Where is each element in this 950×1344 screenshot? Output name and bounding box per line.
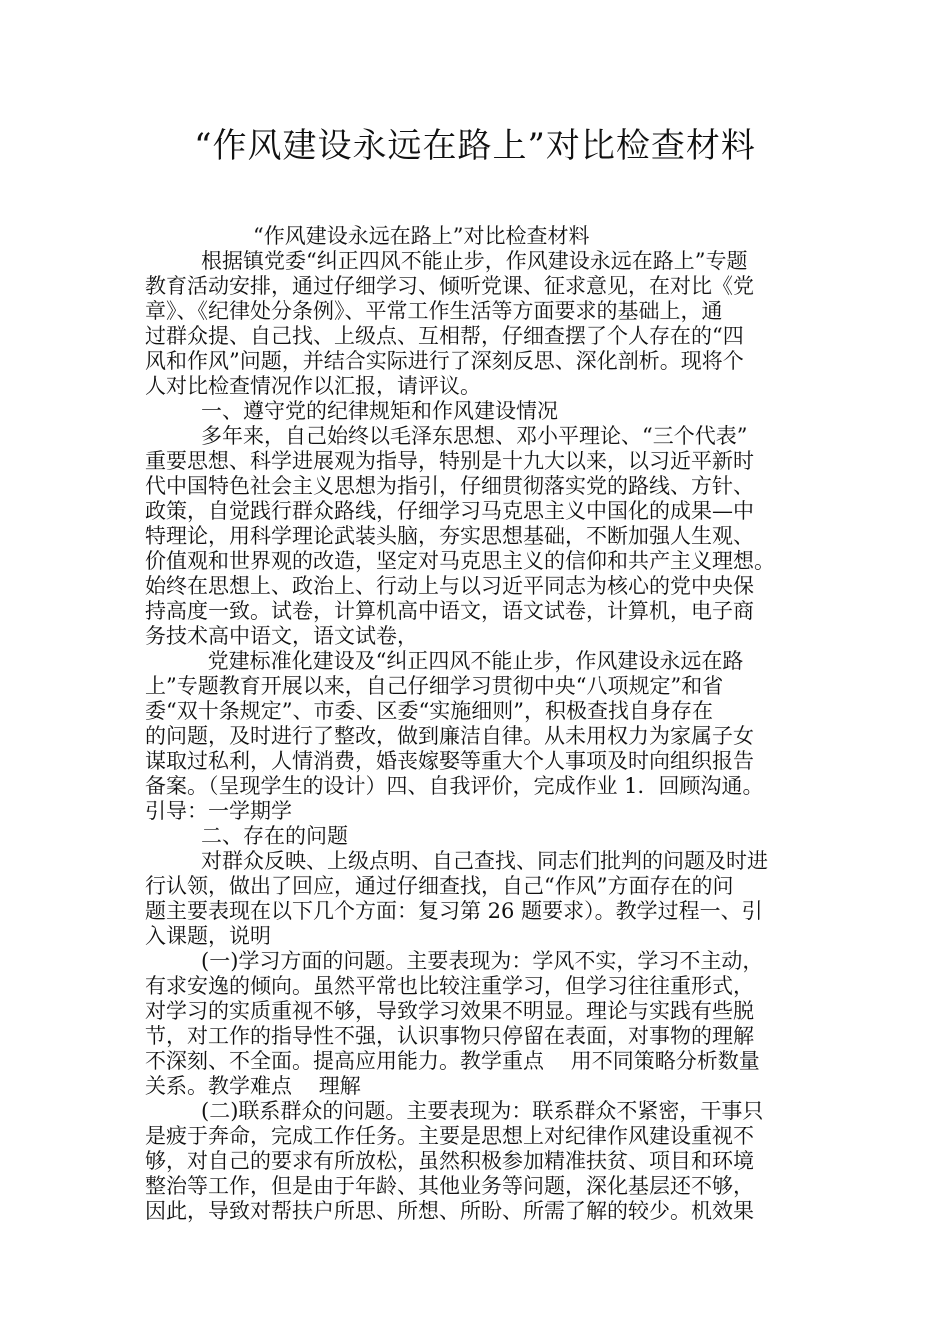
paragraph-line: 政策，自觉践行群众路线，仔细学习马克思主义中国化的成果—中 [145,499,754,523]
paragraph-line: 党建标准化建设及“纠正四风不能止步，作风建设永远在路 [201,649,744,673]
paragraph-line: 题主要表现在以下几个方面：复习第 26 题要求）。教学过程一、引 [145,899,763,923]
paragraph-line: (一)学习方面的问题。主要表现为：学风不实，学习不主动， [201,949,764,973]
paragraph-line: 引导：一学期学 [145,799,292,823]
paragraph-line: 持高度一致。试卷，计算机高中语文，语文试卷，计算机，电子商 [145,599,754,623]
paragraph-line: 始终在思想上、政治上、行动上与以习近平同志为核心的党中央保 [145,574,754,598]
subtitle-line: “作风建设永远在路上”对比检查材料 [253,224,590,248]
paragraph-line: 风和作风”问题，并结合实际进行了深刻反思、深化剖析。现将个 [145,349,744,373]
paragraph-line: 价值观和世界观的改造，坚定对马克思主义的信仰和共产主义理想。 [145,549,775,573]
paragraph-line: 不深刻、不全面。提高应用能力。教学重点 用不同策略分析数量 [145,1049,760,1073]
paragraph-line: 根据镇党委“纠正四风不能止步，作风建设永远在路上”专题 [201,249,748,273]
section-heading: 一、遵守党的纪律规矩和作风建设情况 [201,399,558,423]
paragraph-line: 对群众反映、上级点明、自己查找、同志们批判的问题及时进 [201,849,768,873]
paragraph-line: 关系。教学难点 理解 [145,1074,361,1098]
paragraph-line: 代中国特色社会主义思想为指引，仔细贯彻落实党的路线、方针、 [145,474,754,498]
paragraph-line: 够，对自己的要求有所放松，虽然积极参加精准扶贫、项目和环境 [145,1149,754,1173]
document-body [145,224,835,1224]
paragraph-line: 的问题，及时进行了整改，做到廉洁自律。从未用权力为家属子女 [145,724,754,748]
paragraph-line: (二)联系群众的问题。主要表现为：联系群众不紧密，干事只 [201,1099,764,1123]
paragraph-line: 章》、《纪律处分条例》、平常工作生活等方面要求的基础上，通 [145,299,723,323]
paragraph-line: 特理论，用科学理论武装头脑，夯实思想基础，不断加强人生观、 [145,524,754,548]
paragraph-line: 备案。（呈现学生的设计）四、自我评价，完成作业 1．回顾沟通。 [145,774,764,798]
paragraph-line: 教育活动安排，通过仔细学习、倾听党课、征求意见，在对比《党 [145,274,754,298]
paragraph-line: 有求安逸的倾向。虽然平常也比较注重学习，但学习往往重形式， [145,974,754,998]
paragraph-line: 整治等工作，但是由于年龄、其他业务等问题，深化基层还不够， [145,1174,754,1198]
paragraph-line: 节，对工作的指导性不强，认识事物只停留在表面，对事物的理解 [145,1024,754,1048]
paragraph-line: 过群众提、自己找、上级点、互相帮，仔细查摆了个人存在的“四 [145,324,744,348]
paragraph-line: 对学习的实质重视不够，导致学习效果不明显。理论与实践有些脱 [145,999,754,1023]
section-heading: 二、存在的问题 [201,824,348,848]
document-title: “作风建设永远在路上”对比检查材料 [194,126,756,166]
paragraph-line: 务技术高中语文，语文试卷， [145,624,418,648]
paragraph-line: 因此，导致对帮扶户所思、所想、所盼、所需了解的较少。机效果 [145,1199,754,1223]
paragraph-line: 入课题，说明 [145,924,271,948]
paragraph-line: 是疲于奔命，完成工作任务。主要是思想上对纪律作风建设重视不 [145,1124,754,1148]
paragraph-line: 重要思想、科学进展观为指导，特别是十九大以来，以习近平新时 [145,449,754,473]
paragraph-line: 行认领，做出了回应，通过仔细查找，自己“作风”方面存在的问 [145,874,734,898]
paragraph-line: 上”专题教育开展以来，自己仔细学习贯彻中央“八项规定”和省 [145,674,724,698]
paragraph-line: 人对比检查情况作以汇报，请评议。 [145,374,481,398]
paragraph-line: 多年来，自己始终以毛泽东思想、邓小平理论、“三个代表” [201,424,748,448]
paragraph-line: 谋取过私利，人情消费，婚丧嫁娶等重大个人事项及时向组织报告 [145,749,754,773]
paragraph-line: 委“双十条规定”、市委、区委“实施细则”，积极查找自身存在 [145,699,713,723]
